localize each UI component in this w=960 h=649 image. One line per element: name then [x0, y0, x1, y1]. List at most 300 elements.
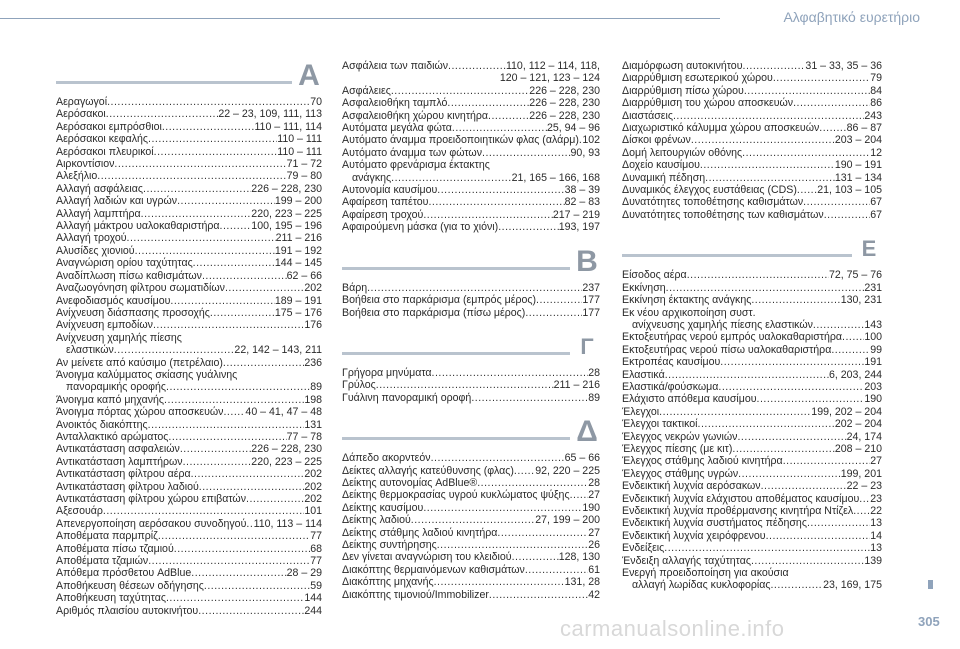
index-entry-pages: 128, 130	[558, 551, 600, 564]
index-entry-pages: 203	[864, 380, 882, 393]
index-entry	[342, 589, 600, 601]
index-entry	[56, 530, 322, 542]
index-leader-dots	[198, 605, 304, 617]
index-entry	[622, 418, 882, 430]
index-leader-dots	[807, 517, 870, 529]
index-entry	[342, 110, 600, 122]
index-leader-dots	[698, 418, 835, 430]
index-entry	[342, 159, 600, 184]
index-entry-term: Αυτονομία καυσίμου	[342, 184, 438, 197]
section-rule	[342, 437, 570, 440]
index-entry-term: Ενδείξεις	[622, 542, 665, 555]
index-entry	[56, 245, 322, 257]
section-letter: A	[298, 59, 320, 92]
index-entry	[622, 60, 882, 72]
index-leader-dots	[148, 419, 305, 431]
index-entry-pages: 28 – 29	[286, 567, 322, 580]
section-header-beta	[342, 246, 600, 280]
index-entry	[56, 183, 322, 195]
index-leader-dots	[783, 455, 871, 467]
index-entry-term: Ελάχιστο απόθεμα καυσίμου	[622, 393, 757, 406]
index-entry	[342, 294, 600, 306]
index-entry-pages: 77	[310, 530, 322, 543]
index-leader-dots	[452, 122, 547, 134]
index-entry-pages: 226 – 228, 230	[529, 84, 600, 97]
index-entry-pages: 139	[864, 554, 882, 567]
column-1	[56, 60, 322, 617]
index-entry-pages: 71 – 72	[286, 158, 322, 171]
index-entry-pages: 243	[864, 109, 882, 122]
index-entry-term: Ενδεικτική λυχνία προθέρμανσης κινητήρα Ντίζελ	[622, 505, 854, 517]
index-entry	[622, 282, 882, 294]
index-entry	[342, 489, 600, 501]
index-leader-dots	[158, 530, 310, 542]
index-leader-dots	[210, 307, 275, 319]
section-letter: B	[576, 244, 598, 278]
index-entry-pages: 59	[310, 579, 322, 592]
index-entry-term: Αφαιρούμενη μάσκα (για το χιόνι)	[342, 221, 499, 234]
section-rule	[622, 254, 852, 257]
index-leader-dots	[376, 379, 554, 391]
section-rule	[342, 267, 570, 270]
index-entry	[342, 221, 600, 233]
index-entry-pages: 202	[304, 282, 322, 295]
index-entry-term: Ασφαλειοθήκη ταμπλό	[342, 97, 448, 110]
index-leader-dots	[437, 539, 588, 551]
index-leader-dots	[570, 489, 589, 501]
index-entry-term: Αεραγωγοί	[56, 96, 108, 108]
index-leader-dots	[761, 480, 847, 492]
index-entry-term-cont: ανίχνευσης χαμηλής πίεσης ελαστικών	[632, 318, 813, 331]
index-leader-dots	[162, 121, 255, 133]
index-leader-dots	[177, 195, 275, 207]
index-entry-pages: 27, 199 – 200	[535, 514, 600, 527]
index-entry-pages: 143	[864, 318, 882, 331]
index-entry-pages: 6, 203, 244	[828, 368, 882, 381]
index-entry	[622, 493, 882, 505]
index-entry	[622, 431, 882, 443]
index-entry	[622, 530, 882, 542]
index-entry-pages: 13	[870, 542, 882, 555]
index-leader-dots	[824, 209, 871, 221]
index-entry	[342, 576, 600, 588]
index-entry-term: Ανοικτός διακόπτης	[56, 418, 148, 431]
index-leader-dots	[164, 394, 304, 406]
index-entry	[56, 121, 322, 133]
index-entry-term: Ενδεικτική λυχνία χειρόφρενου	[622, 529, 766, 542]
index-leader-dots	[482, 147, 571, 159]
index-leader-dots	[447, 97, 529, 109]
index-entry-term: Αυτόματα μεγάλα φώτα	[342, 122, 452, 135]
index-entry-pages: 21, 103 – 105	[817, 184, 882, 197]
index-leader-dots	[718, 381, 864, 393]
index-entry-term: Δείκτης θερμοκρασίας υγρού κυκλώματος ψύξης	[342, 489, 570, 502]
index-leader-dots	[191, 468, 305, 480]
index-entry	[56, 518, 322, 530]
index-entry-pages: 199, 202 – 204	[811, 405, 882, 418]
index-entry-continuation	[622, 319, 882, 331]
index-entry	[56, 431, 322, 443]
index-entry-term: Αξεσουάρ	[56, 505, 103, 518]
index-entry	[56, 282, 322, 294]
index-entry-term: Αυτόματο άναμμα προειδοποιητικών φλας (αλάρμ)	[342, 134, 579, 147]
index-entry-term-cont: ανάγκης	[352, 171, 392, 184]
index-leader-dots	[743, 60, 806, 72]
index-entry-pages: 31 – 33, 35 – 36	[805, 60, 882, 72]
index-entry	[342, 184, 600, 196]
index-entry-term: Έλεγχος στάθμης υγρών	[622, 467, 739, 480]
index-entry	[56, 357, 322, 369]
index-entry	[622, 505, 882, 517]
index-entry-term: Άνοιγμα πόρτας χώρου αποσκευών	[56, 406, 224, 419]
index-entry-term: Αποθέματα πίσω τζαμιού	[56, 542, 174, 555]
index-entry-pages: 100	[864, 331, 882, 344]
index-leader-dots	[766, 530, 871, 542]
index-leader-dots	[665, 369, 829, 381]
index-entry-pages: 38 – 39	[564, 184, 600, 197]
index-entry	[622, 480, 882, 492]
index-entry-term: Εκκίνηση	[622, 281, 666, 294]
index-leader-dots	[773, 72, 870, 84]
index-entry-pages: 220, 223 – 225	[251, 455, 322, 468]
index-entry-term: Ελαστικά/φούσκωμα	[622, 380, 719, 393]
index-entry-term: Έλεγχοι	[622, 405, 660, 418]
index-entry	[56, 592, 322, 604]
index-leader-dots	[525, 307, 582, 319]
index-entry	[56, 146, 322, 158]
section-letter: Ε	[861, 236, 877, 262]
index-entry-pages: 12	[870, 146, 882, 159]
index-entry-pages: 199, 201	[840, 467, 882, 480]
index-entry-pages: 226 – 228, 230	[251, 443, 322, 456]
index-entry-term: Δίσκοι φρένων	[622, 134, 691, 147]
index-leader-dots	[498, 221, 559, 233]
index-entry-pages: 211 – 216	[275, 232, 322, 245]
index-entry-pages: 100, 195 – 196	[251, 220, 322, 233]
index-entry-term: Διαρρύθμιση του χώρου αποσκευών	[622, 97, 794, 110]
section-letter: Γ	[580, 333, 594, 359]
index-leader-dots	[813, 319, 864, 331]
index-entry-pages: 67	[870, 208, 882, 221]
index-entry-term: Διακόπτης θερμαινόμενων καθισμάτων	[342, 563, 525, 576]
column-3	[622, 60, 882, 592]
index-leader-dots	[477, 477, 588, 489]
index-leader-dots	[174, 543, 310, 555]
index-entry-term: Γρήγορα μηνύματα	[342, 366, 432, 379]
index-entry-term: Βοήθεια στο παρκάρισμα (πίσω μέρος)	[342, 306, 526, 319]
index-entry	[56, 481, 322, 493]
index-entry-pages: 102	[582, 134, 600, 147]
index-entry	[342, 477, 600, 489]
index-entry	[56, 158, 322, 170]
index-entry-term: Δυνατότητες τοποθέτησης καθισμάτων	[622, 196, 804, 209]
index-entry-pages: 28	[588, 476, 600, 489]
index-entry	[342, 527, 600, 539]
index-leader-dots	[170, 295, 274, 307]
index-list-gamma	[342, 367, 600, 404]
index-entry	[56, 605, 322, 617]
index-leader-dots	[831, 344, 870, 356]
watermark: carmanualsonline.info	[560, 616, 785, 641]
index-entry-pages: 62 – 66	[286, 269, 322, 282]
index-entry	[342, 539, 600, 551]
index-leader-dots	[202, 270, 287, 282]
index-leader-dots	[691, 134, 835, 146]
index-entry-pages: 110 – 111	[277, 133, 322, 146]
index-list-alpha	[56, 96, 322, 617]
index-entry	[342, 379, 600, 391]
index-entry	[56, 195, 322, 207]
index-leader-dots	[103, 505, 304, 517]
index-entry	[622, 110, 882, 122]
index-list-epsilon	[622, 269, 882, 592]
page-header-title: Αλφαβητικό ευρετήριο	[783, 9, 920, 25]
index-entry-pages: 101	[304, 505, 322, 518]
index-leader-dots	[514, 465, 535, 477]
index-leader-dots	[489, 589, 588, 601]
index-leader-dots	[367, 282, 582, 294]
index-entry	[622, 542, 882, 554]
index-entry-pages: 110 – 111, 114	[254, 120, 322, 133]
index-entry-term: Έλεγχος στάθμης λαδιού κινητήρα	[622, 455, 783, 468]
index-leader-dots	[659, 406, 811, 418]
index-entry-term: Αποθέματα τζαμιών	[56, 555, 149, 568]
index-entry-continuation	[622, 579, 882, 591]
index-leader-dots	[700, 159, 835, 171]
index-entry-pages: 176	[304, 319, 322, 332]
index-entry-pages: 90, 93	[570, 146, 600, 159]
index-leader-dots	[225, 282, 304, 294]
index-entry-term: Δείκτης συντήρησης	[342, 538, 437, 551]
index-entry	[56, 232, 322, 244]
index-leader-dots	[127, 232, 276, 244]
index-leader-dots	[193, 257, 275, 269]
index-leader-dots	[246, 493, 304, 505]
index-leader-dots	[666, 282, 865, 294]
index-entry	[342, 564, 600, 576]
index-leader-dots	[141, 208, 252, 220]
index-entry-pages: 61	[588, 563, 600, 576]
index-entry-term: Αυτόματο φρενάρισμα έκτακτης	[342, 159, 490, 172]
index-entry-term: Ασφάλεια των παιδιών	[342, 60, 449, 72]
index-entry	[56, 567, 322, 579]
index-entry-term: Αυτόματο άναμμα των φώτων	[342, 146, 482, 159]
index-entry-term: Δάπεδο ακορντεόν	[342, 452, 431, 465]
index-entry-term: Απενεργοποίηση αερόσακου συνοδηγού	[56, 517, 247, 530]
index-entry	[56, 394, 322, 406]
index-entry-pages: 40 – 41, 47 – 48	[245, 406, 322, 419]
index-entry-term-cont: αλλαγή λωρίδας κυκλοφορίας	[632, 579, 771, 592]
index-entry-continuation	[56, 344, 322, 356]
index-entry	[342, 60, 600, 85]
index-entry-pages-cont: 120 – 121, 123 – 124	[499, 72, 600, 85]
index-leader-dots	[448, 60, 506, 72]
index-entry-term: Ασφάλειες	[342, 84, 391, 97]
index-leader-dots	[664, 542, 870, 554]
index-leader-dots	[793, 97, 870, 109]
index-leader-dots	[742, 147, 870, 159]
index-leader-dots	[488, 110, 529, 122]
index-entry-term: Διαρρύθμιση εσωτερικού χώρου	[622, 72, 773, 85]
index-entry	[622, 85, 882, 97]
index-entry	[622, 269, 882, 281]
index-entry-term: Ανίχνευση χαμηλής πίεσης	[56, 331, 182, 344]
index-leader-dots	[525, 564, 588, 576]
index-entry-pages: 131	[304, 418, 322, 431]
index-entry	[622, 393, 882, 405]
index-entry-pages: 203 – 204	[834, 134, 882, 147]
index-entry	[622, 97, 882, 109]
index-leader-dots	[437, 184, 564, 196]
index-entry-pages: 22	[870, 505, 882, 517]
index-entry-term: Ανεφοδιασμός καυσίμου	[56, 294, 171, 307]
index-leader-dots	[148, 555, 310, 567]
index-leader-dots	[428, 196, 564, 208]
index-entry-pages: 82 – 83	[564, 196, 600, 209]
index-entry-pages: 236	[304, 356, 322, 369]
index-entry-pages: 244	[304, 604, 322, 617]
index-entry-pages: 79	[870, 72, 882, 85]
index-entry-pages: 27	[588, 526, 600, 539]
index-leader-dots	[432, 367, 589, 379]
index-entry-term: Αντικατάσταση ασφαλειών	[56, 443, 180, 456]
index-entry-pages: 42	[588, 588, 600, 601]
index-entry-term: Έλεγχος νεκρών γωνιών	[622, 430, 738, 443]
index-entry-term: Αριθμός πλαισίου αυτοκινήτου	[56, 604, 199, 617]
index-entry	[342, 147, 600, 159]
index-entry	[622, 555, 882, 567]
index-entry-pages: 226 – 228, 230	[529, 97, 600, 110]
index-entry-pages: 67	[870, 196, 882, 209]
index-entry-pages: 177	[582, 306, 600, 319]
index-entry	[56, 555, 322, 567]
index-entry-pages: 77	[310, 555, 322, 568]
index-entry-term: Διαχωριστικό κάλυμμα χώρου αποσκευών	[622, 122, 820, 135]
index-entry-pages: 177	[582, 294, 600, 307]
index-entry-term: Δομή λειτουργιών οθόνης	[622, 146, 743, 159]
index-leader-dots	[97, 170, 286, 182]
index-entry-term: Απόθεμα πρόσθετου AdBlue	[56, 567, 192, 580]
index-entry-pages: 190	[864, 393, 882, 406]
index-entry-term: Αλλαγή ασφάλειας	[56, 182, 144, 195]
index-entry-pages: 144 – 145	[274, 257, 322, 270]
index-entry-pages: 175 – 176	[274, 306, 322, 319]
section-header-gamma	[342, 331, 600, 365]
index-leader-dots	[687, 269, 829, 281]
index-entry-pages: 231	[864, 281, 882, 294]
index-entry	[56, 543, 322, 555]
index-entry-pages: 226 – 228, 230	[251, 182, 322, 195]
index-entry	[342, 514, 600, 526]
index-entry-pages: 24, 174	[846, 430, 882, 443]
index-entry-pages: 202 – 204	[834, 418, 882, 431]
index-leader-dots	[431, 452, 565, 464]
index-entry	[56, 257, 322, 269]
index-leader-dots	[471, 392, 588, 404]
index-leader-dots	[223, 357, 304, 369]
index-entry-pages: 86 – 87	[846, 122, 882, 135]
index-entry	[56, 493, 322, 505]
index-entry	[56, 270, 322, 282]
index-entry	[622, 72, 882, 84]
index-leader-dots	[148, 133, 277, 145]
index-entry	[622, 134, 882, 146]
index-entry-term: Αντικατάσταση φίλτρου λαδιού	[56, 480, 199, 493]
index-leader-dots	[411, 514, 535, 526]
index-entry	[622, 307, 882, 332]
index-entry-pages: 25, 94 – 96	[546, 122, 600, 135]
index-leader-dots	[536, 294, 582, 306]
index-entry-term: Αλλαγή τροχού	[56, 232, 127, 245]
index-entry-pages: 226 – 228, 230	[529, 109, 600, 122]
index-entry-term: Ασφαλειοθήκη χώρου κινητήρα	[342, 109, 489, 122]
index-entry-term: Ανίχνευση διάσπασης προσοχής	[56, 306, 210, 319]
index-entry	[342, 307, 600, 319]
index-leader-dots	[434, 576, 565, 588]
index-entry-pages: 84	[870, 84, 882, 97]
index-entry	[342, 551, 600, 563]
index-entry-pages: 99	[870, 343, 882, 356]
index-entry-term: Αποθέματα παρμπρίζ	[56, 530, 158, 543]
index-entry-pages: 131 – 134	[834, 171, 882, 184]
index-entry-term: Αιρκοντίσιον	[56, 158, 115, 171]
index-entry	[622, 184, 882, 196]
index-leader-dots	[143, 183, 251, 195]
index-leader-dots	[114, 344, 235, 356]
index-entry-pages: 22, 142 – 143, 211	[234, 344, 322, 357]
index-entry	[622, 406, 882, 418]
index-entry-pages: 89	[310, 381, 322, 394]
index-entry-term: Αφαίρεση τροχού	[342, 208, 424, 221]
index-entry-term: Αντικατάσταση λαμπτήρων	[56, 455, 183, 468]
index-entry	[56, 295, 322, 307]
index-entry-pages: 220, 223 – 225	[251, 207, 322, 220]
index-entry-term-cont: ελαστικών	[66, 344, 114, 357]
index-entry-pages: 144	[304, 592, 322, 605]
index-leader-dots	[720, 356, 864, 368]
index-entry	[622, 147, 882, 159]
index-entry-pages: 190	[582, 501, 600, 514]
index-leader-dots	[803, 196, 870, 208]
index-entry-term: Δείκτης αυτονομίας AdBlue®	[342, 476, 478, 489]
index-entry	[342, 85, 600, 97]
index-entry	[622, 122, 882, 134]
index-entry-continuation	[342, 172, 600, 184]
index-leader-dots	[751, 555, 864, 567]
index-entry	[56, 580, 322, 592]
index-entry-term: Γυάλινη πανοραμική οροφή	[342, 391, 472, 404]
index-leader-dots	[114, 158, 286, 170]
index-entry-pages: 208 – 210	[834, 442, 882, 455]
index-entry	[622, 455, 882, 467]
header-rule	[0, 18, 720, 19]
index-entry-term: Αν μείνετε από καύσιμο (πετρέλαιο)	[56, 356, 223, 369]
index-entry-term: Δείκτης λαδιού	[342, 514, 411, 527]
index-entry-term: Δείκτης στάθμης λαδιού κινητήρα	[342, 526, 498, 539]
column-2	[342, 60, 600, 601]
index-entry-term: Εκτοξευτήρας νερού εμπρός υαλοκαθαριστήρα	[622, 331, 843, 344]
index-entry	[342, 122, 600, 134]
index-entry-term: Αποθήκευση θέσεων οδήγησης	[56, 579, 204, 592]
index-entry-term: Αερόσακοι κεφαλής	[56, 133, 149, 146]
index-entry	[622, 356, 882, 368]
index-entry-term: Εκκίνηση έκτακτης ανάγκης	[622, 294, 752, 307]
index-entry-term: Ενεργή προειδοποίηση για ακούσια	[622, 567, 789, 580]
index-leader-dots	[154, 146, 278, 158]
index-leader-dots	[770, 579, 823, 591]
index-entry-pages: 14	[870, 529, 882, 542]
index-entry-pages: 68	[310, 542, 322, 555]
